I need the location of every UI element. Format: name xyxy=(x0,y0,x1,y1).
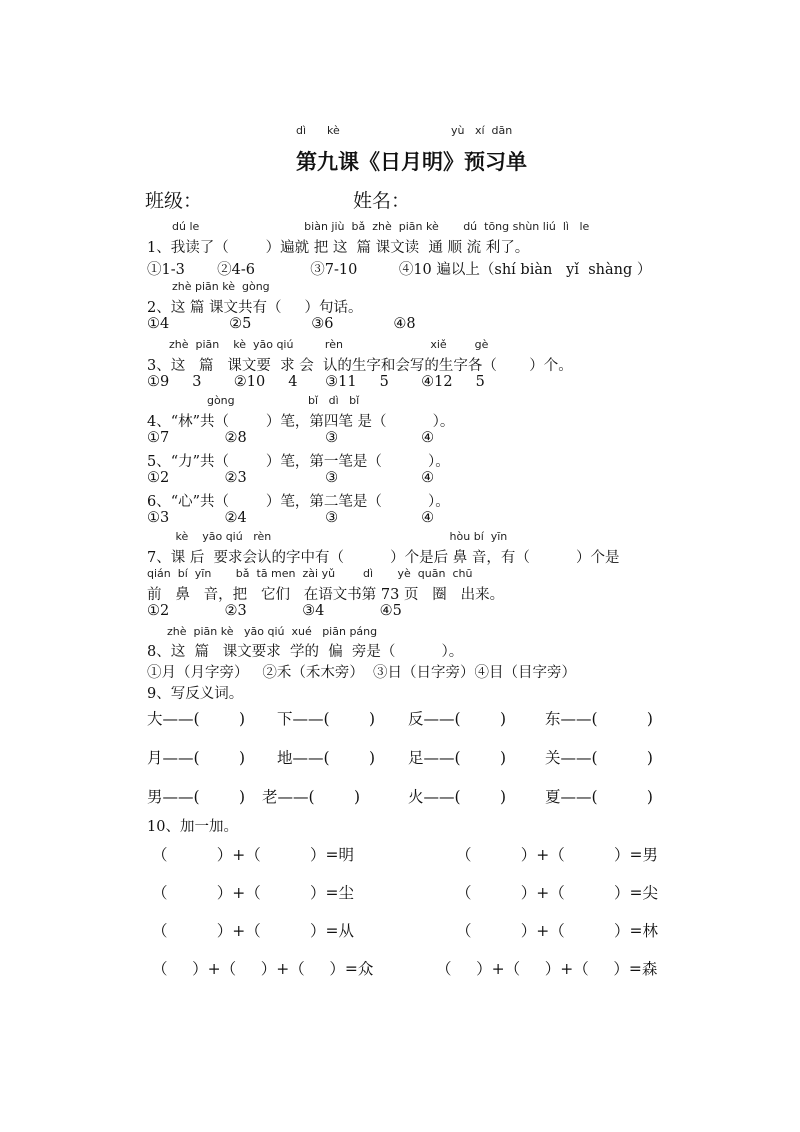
q2-text: 2、这 篇 课文共有（ ）句话。 xyxy=(147,300,363,316)
name-label: 姓名： xyxy=(353,190,411,212)
q3-options: ①9 3 ②10 4 ③11 5 ④12 5 xyxy=(147,374,485,390)
q7-pinyin-1: kè yāo qiú rèn hòu bí yīn xyxy=(165,530,508,543)
antonym-item: 下——( ) xyxy=(277,710,376,728)
q6-options: ①3 ②4 ③ ④ xyxy=(147,510,435,526)
add-item: （ ）+（ ）=明 xyxy=(152,846,355,864)
q4-options: ①7 ②8 ③ ④ xyxy=(147,430,435,446)
antonym-item: 反——( ) xyxy=(408,710,507,728)
page-title: 第九课《日月明》预习单 xyxy=(296,149,527,174)
q4-text: 4、“林”共（ ）笔，第四笔 是（ ）。 xyxy=(147,414,455,430)
q8-text: 8、这 篇 课文要求 学的 偏 旁是（ ）。 xyxy=(147,644,464,660)
add-item: （ ）+（ ）+（ ）=森 xyxy=(436,960,658,978)
q4-pinyin: gòng bǐ dì bǐ xyxy=(172,394,360,407)
q8-options: ①月（月字旁） ②禾（禾木旁） ③日（日字旁）④目（目字旁） xyxy=(147,665,577,681)
q5-options: ①2 ②3 ③ ④ xyxy=(147,470,435,486)
q3-text: 3、这 篇 课文要 求 会 认的生字和会写的生字各（ ）个。 xyxy=(147,358,573,374)
antonym-item: 火——( ) xyxy=(408,788,507,806)
q5-text: 5、“力”共（ ）笔，第一笔是（ ）。 xyxy=(147,454,450,470)
antonym-item: 足——( ) xyxy=(408,749,507,767)
add-item: （ ）+（ ）+（ ）=众 xyxy=(152,960,374,978)
antonym-item: 地——( ) xyxy=(277,749,376,767)
q7-pinyin-2: qián bí yīn bǎ tā men zài yǔ dì yè quān chū xyxy=(147,567,473,580)
antonym-item: 东——( ) xyxy=(545,710,653,728)
class-label: 班级： xyxy=(145,190,203,212)
title-pinyin-left: dì kè xyxy=(296,124,340,137)
add-item: （ ）+（ ）=尖 xyxy=(456,884,659,902)
q2-pinyin: zhè piān kè gòng xyxy=(172,280,270,293)
antonym-item: 关——( ) xyxy=(545,749,653,767)
q9-title: 9、写反义词。 xyxy=(147,686,244,702)
q1-text: 1、我读了（ ）遍就 把 这 篇 课文读 通 顺 流 利了。 xyxy=(147,240,530,256)
q6-text: 6、“心”共（ ）笔，第二笔是（ ）。 xyxy=(147,494,450,510)
add-item: （ ）+（ ）=尘 xyxy=(152,884,355,902)
q1-options: ①1-3 ②4-6 ③7-10 ④10 遍以上（shí biàn yǐ shàng ） xyxy=(147,262,652,278)
antonym-item: 老——( ) xyxy=(262,788,361,806)
antonym-item: 男——( ) xyxy=(147,788,246,806)
q7-text-1: 7、课 后 要求会认的字中有（ ）个是后 鼻 音，有（ ）个是 xyxy=(147,550,620,566)
title-pinyin-right: yù xí dān xyxy=(451,124,513,137)
antonym-item: 夏——( ) xyxy=(545,788,653,806)
add-item: （ ）+（ ）=从 xyxy=(152,922,355,940)
antonym-item: 月——( ) xyxy=(147,749,246,767)
q3-pinyin: zhè piān kè yāo qiú rèn xiě gè xyxy=(162,338,489,351)
antonym-item: 大——( ) xyxy=(147,710,246,728)
q8-pinyin: zhè piān kè yāo qiú xué piān páng xyxy=(160,625,378,638)
q2-options: ①4 ②5 ③6 ④8 xyxy=(147,316,416,332)
q7-options: ①2 ②3 ③4 ④5 xyxy=(147,603,402,619)
add-item: （ ）+（ ）=林 xyxy=(456,922,659,940)
q10-title: 10、加一加。 xyxy=(147,819,238,835)
q7-text-2: 前 鼻 音，把 它们 在语文书第 73 页 圈 出来。 xyxy=(147,587,505,603)
add-item: （ ）+（ ）=男 xyxy=(456,846,659,864)
q1-pinyin: dú le biàn jiù bǎ zhè piān kè dú tōng shùn liú lì le xyxy=(172,220,590,233)
